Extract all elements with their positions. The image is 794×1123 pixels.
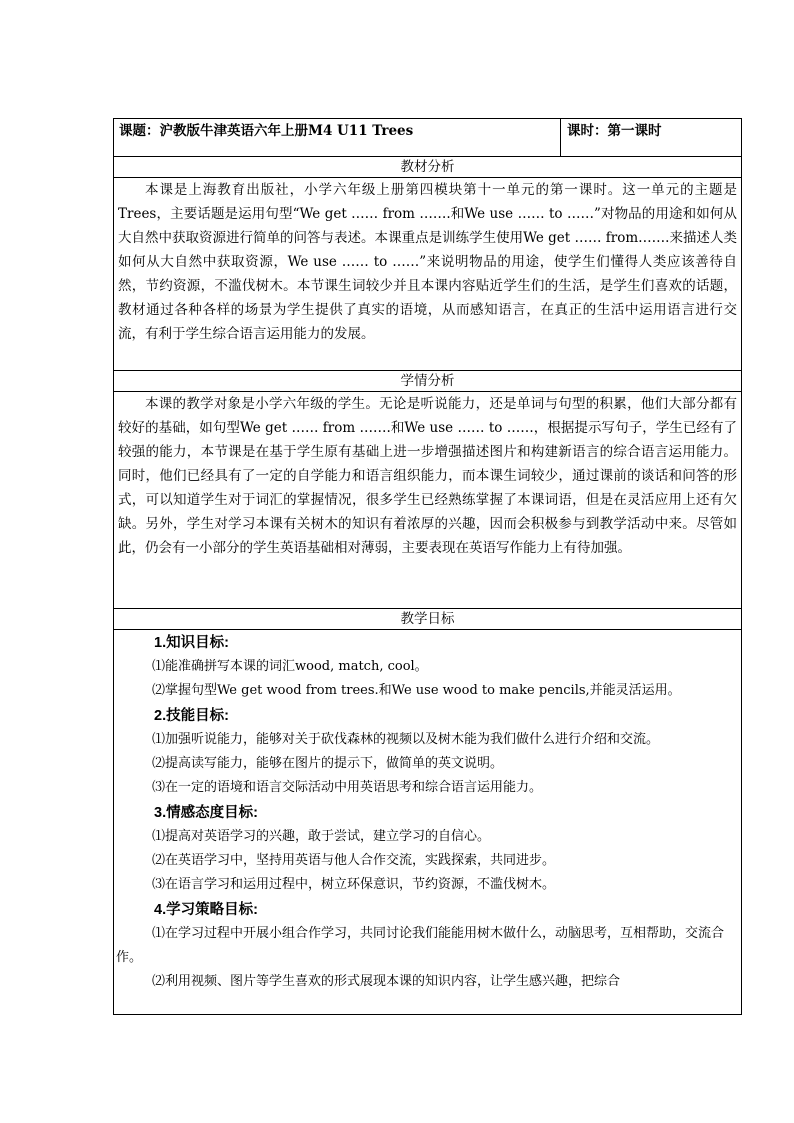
student-analysis-body: 本课的教学对象是小学六年级的学生。无论是听说能力，还是单词与句型的积累，他们大部分都有较好的基础，如句型We get …… from …….和We use …… to ……，根据提示写句子，学生已经有了较强的能力，本节课是在基于学生原有基础上进一步增强描述图片和构建新语言的综合语言运用能力。同时，他们已经具有了一定的自学能力和语言组织能力，而本课生词较少，通过课前的谈话和问答的形式，可以知道学生对于词汇的掌握情况，很多学生已经熟练掌握了本课词语，但是在灵活应用上还有欠缺。另外，学生对学习本课有关树木的知识有着浓厚的兴趣，因而会积极参与到教学活动中来。尽管如此，仍会有一小部分的学生英语基础相对薄弱，主要表现在英语写作能力上有待加强。 [118, 396, 737, 556]
teaching-goals-title-row [114, 609, 742, 630]
teaching-goals-body-row [114, 630, 742, 1015]
teaching-goals-body [116, 630, 739, 1014]
lesson-topic: 课题：沪教版牛津英语六年上册M4 U11 Trees [114, 119, 561, 157]
lesson-plan-table [113, 118, 742, 1015]
lesson-hours: 课时：第一课时 [561, 119, 742, 157]
teaching-goals-title: 教学日标 [114, 609, 742, 630]
student-analysis-body-row [114, 392, 742, 609]
goal-item: ⑴提高对英语学习的兴趣，敢于尝试，建立学习的自信心。 [152, 829, 491, 844]
goal-item: ⑶在语言学习和运用过程中，树立环保意识，节约资源，不滥伐树木。 [152, 877, 556, 892]
goal-heading-knowledge: 1.知识目标: [154, 635, 229, 651]
goal-item: ⑶在一定的语境和语言交际活动中用英语思考和综合语言运用能力。 [152, 780, 543, 795]
textbook-analysis-title-row [114, 157, 742, 178]
goal-item: ⑵掌握句型We get wood from trees.和We use wood to make pencils,并能灵活运用。 [152, 683, 681, 698]
goal-item: ⑵利用视频、图片等学生喜欢的形式展现本课的知识内容，让学生感兴趣，把综合 [152, 974, 621, 989]
textbook-analysis-title: 教材分析 [114, 157, 742, 178]
header-row [114, 119, 742, 157]
goal-heading-attitude: 3.情感态度目标: [154, 805, 258, 821]
goal-item: ⑵提高读写能力，能够在图片的提示下，做简单的英文说明。 [152, 756, 504, 771]
goal-heading-skills: 2.技能目标: [154, 708, 229, 724]
goal-item: ⑴能准确拼写本课的词汇wood, match, cool。 [152, 659, 428, 674]
goal-item: ⑵在英语学习中，坚持用英语与他人合作交流，实践探索，共同进步。 [152, 853, 556, 868]
goal-heading-strategy: 4.学习策略目标: [154, 902, 258, 918]
goal-item: ⑴加强听说能力，能够对关于砍伐森林的视频以及树木能为我们做什么进行介绍和交流。 [152, 732, 660, 747]
goal-item: ⑴在学习过程中开展小组合作学习，共同讨论我们能能用树木做什么，动脑思考，互相帮助，交流合作。 [116, 926, 725, 965]
textbook-analysis-body: 本课是上海教育出版社，小学六年级上册第四模块第十一单元的第一课时。这一单元的主题是Trees，主要话题是运用句型“We get …… from …….和We use …… to ……”对物品的用途和如何从大自然中获取资源进行简单的问答与表述。本课重点是训练学生使用We get …… from…….来描述人类如何从大自然中获取资源，We use …… to ……”来说明物品的用途，使学生们懂得人类应该善待自然，节约资源，不滥伐树木。本节课生词较少并且本课内容贴近学生们的生活，是学生们喜欢的话题，教材通过各种各样的场景为学生提供了真实的语境，从而感知语言，在真正的生活中运用语言进行交流，有利于学生综合语言运用能力的发展。 [118, 182, 737, 342]
student-analysis-title: 学情分析 [114, 371, 742, 392]
textbook-analysis-body-row [114, 178, 742, 371]
student-analysis-title-row [114, 371, 742, 392]
